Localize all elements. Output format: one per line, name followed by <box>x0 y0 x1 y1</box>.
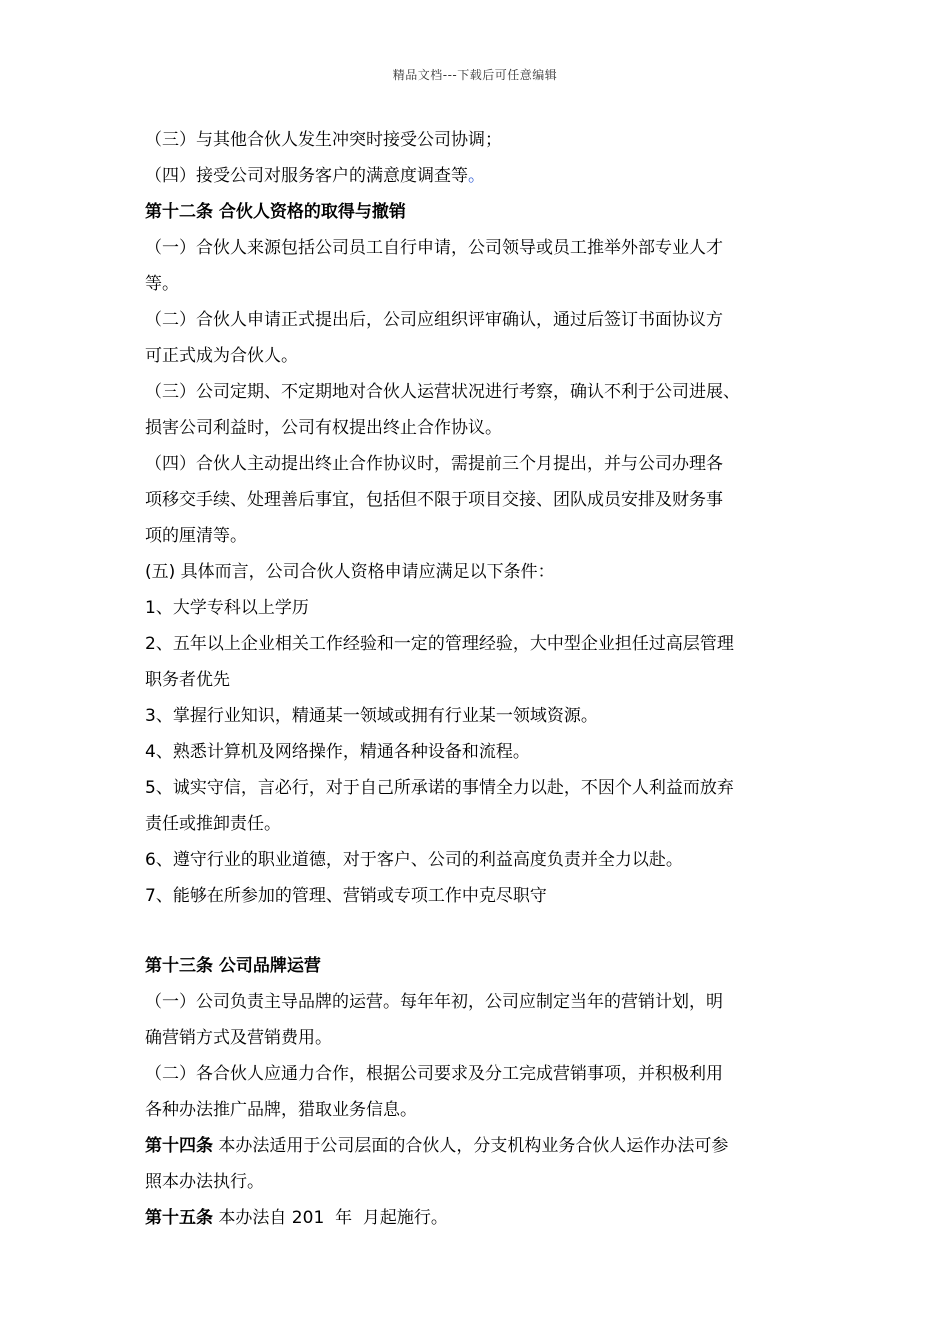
article-heading: 第十三条 公司品牌运营 <box>145 956 321 976</box>
list-item: 1、大学专科以上学历 <box>145 598 309 618</box>
paragraph-line: 各种办法推广品牌，猎取业务信息。 <box>145 1100 417 1120</box>
list-item: 责任或推卸责任。 <box>145 814 281 834</box>
page-header: 精品文档---下载后可任意编辑 <box>392 68 558 82</box>
paragraph-line: （三）与其他合伙人发生冲突时接受公司协调； <box>145 130 502 150</box>
line-text: （四）接受公司对服务客户的满意度调查等 <box>145 166 468 186</box>
paragraph-line: （三）公司定期、不定期地对合伙人运营状况进行考察，确认不利于公司进展、 <box>145 382 740 402</box>
line-text: 本办法适用于公司层面的合伙人，分支机构业务合伙人运作办法可参 <box>213 1136 729 1156</box>
list-item: 6、遵守行业的职业道德，对于客户、公司的利益高度负责并全力以赴。 <box>145 850 683 870</box>
paragraph-line: （二）合伙人申请正式提出后，公司应组织评审确认，通过后签订书面协议方 <box>145 310 723 330</box>
article-label: 第十五条 <box>145 1208 213 1228</box>
paragraph-line <box>145 1128 825 1164</box>
article-heading: 第十二条 合伙人资格的取得与撤销 <box>145 202 406 222</box>
list-item: 7、能够在所参加的管理、营销或专项工作中克尽职守 <box>145 886 547 906</box>
paragraph-line: （四）合伙人主动提出终止合作协议时，需提前三个月提出，并与公司办理各 <box>145 454 723 474</box>
line-tail: 。 <box>468 166 485 186</box>
paragraph-line: （二）各合伙人应通力合作，根据公司要求及分工完成营销事项，并积极利用 <box>145 1064 723 1084</box>
paragraph-line: (五) 具体而言，公司合伙人资格申请应满足以下条件： <box>145 562 555 582</box>
paragraph-line: （一）合伙人来源包括公司员工自行申请，公司领导或员工推举外部专业人才 <box>145 238 723 258</box>
document-body <box>145 122 825 1236</box>
paragraph-line <box>145 1200 825 1236</box>
paragraph-line: 照本办法执行。 <box>145 1172 264 1192</box>
paragraph-line: 确营销方式及营销费用。 <box>145 1028 332 1048</box>
list-item: 职务者优先 <box>145 670 230 690</box>
paragraph-line: 等。 <box>145 274 179 294</box>
paragraph-line: （一）公司负责主导品牌的运营。每年年初，公司应制定当年的营销计划，明 <box>145 992 723 1012</box>
paragraph-line: 损害公司利益时，公司有权提出终止合作协议。 <box>145 418 502 438</box>
paragraph-line: 项移交手续、处理善后事宜，包括但不限于项目交接、团队成员安排及财务事 <box>145 490 723 510</box>
line-text: 本办法自 201 年 月起施行。 <box>213 1208 448 1228</box>
article-label: 第十四条 <box>145 1136 213 1156</box>
list-item: 2、五年以上企业相关工作经验和一定的管理经验，大中型企业担任过高层管理 <box>145 634 734 654</box>
paragraph-line: 项的厘清等。 <box>145 526 247 546</box>
paragraph-line <box>145 158 825 194</box>
list-item: 4、熟悉计算机及网络操作，精通各种设备和流程。 <box>145 742 530 762</box>
list-item: 3、掌握行业知识，精通某一领域或拥有行业某一领域资源。 <box>145 706 598 726</box>
blank-line <box>145 914 825 948</box>
paragraph-line: 可正式成为合伙人。 <box>145 346 298 366</box>
list-item: 5、诚实守信，言必行，对于自己所承诺的事情全力以赴，不因个人利益而放弃 <box>145 778 734 798</box>
